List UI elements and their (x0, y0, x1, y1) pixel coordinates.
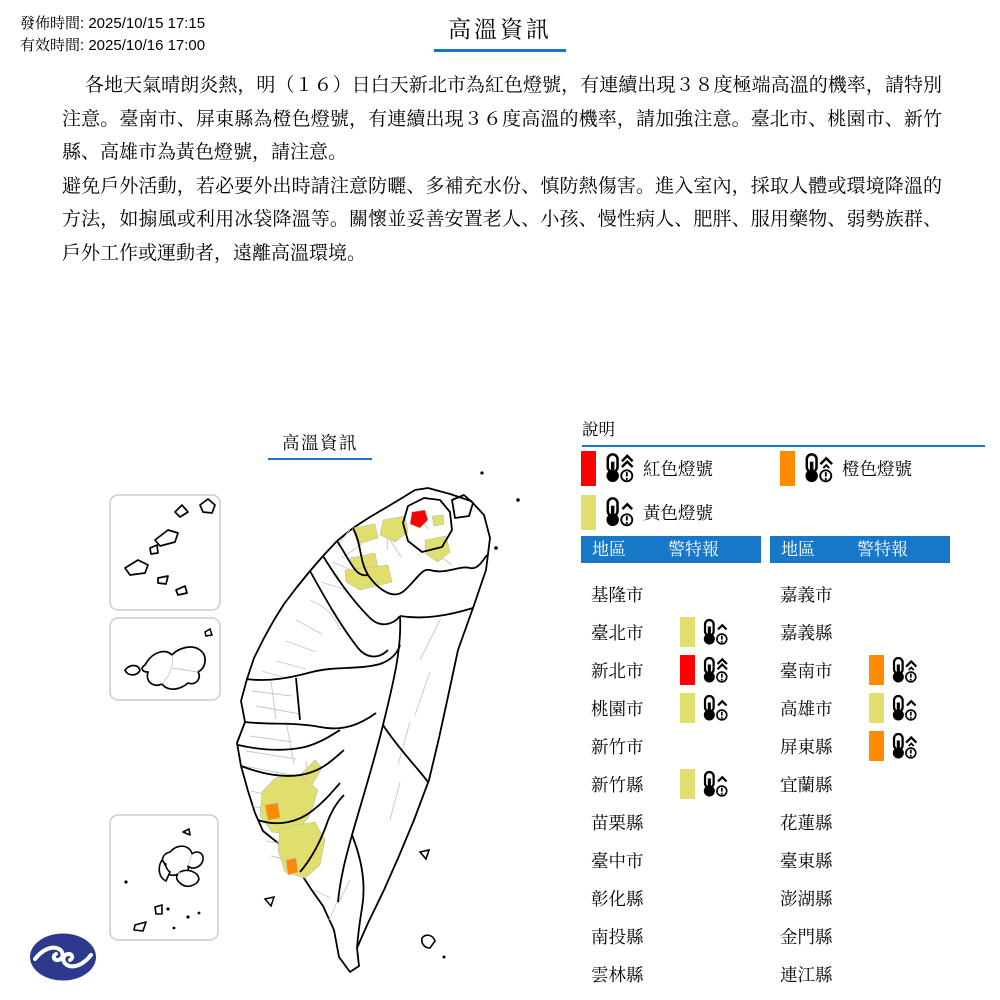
region-name: 基隆市 (591, 584, 644, 605)
region-name: 連江縣 (780, 964, 833, 985)
region-name: 新竹縣 (591, 774, 644, 795)
table-row (581, 689, 766, 727)
bulletin-paragraph-2: 避免戶外活動，若必要外出時請注意防曬、多補充水份、慎防熱傷害。進入室內，採取人體或環境降溫的方法，如搧風或利用冰袋降溫等。關懷並妥善安置老人、小孩、慢性病人、肥胖、服用藥物、弱勢族群、戶外工作或運動者，遠離高溫環境。 (62, 175, 942, 264)
table-row (581, 575, 766, 613)
table-row (770, 575, 955, 613)
legend-color-swatch (780, 451, 795, 486)
legend-item-label: 橙色燈號 (842, 458, 912, 479)
bulletin-text (62, 69, 942, 270)
warning-badge (680, 617, 730, 647)
thermometer-warning-icon (699, 656, 730, 685)
warning-badge (869, 731, 919, 761)
legend-item-label: 黃色燈號 (643, 502, 713, 523)
table-row (770, 651, 955, 689)
legend-item-label: 紅色燈號 (643, 458, 713, 479)
issued-time-value: 2025/10/15 17:15 (88, 15, 206, 32)
inset-matsu (110, 495, 220, 610)
table-row (770, 613, 955, 651)
region-name: 南投縣 (591, 926, 644, 947)
table-row (770, 689, 955, 727)
table-row (581, 841, 766, 879)
warning-color-swatch (680, 655, 695, 685)
table-row (770, 765, 955, 803)
table-row (581, 651, 766, 689)
bulletin-paragraph-1: 各地天氣晴朗炎熱，明（１６）日白天新北市為紅色燈號，有連續出現３８度極端高溫的機率，請特別注意。臺南市、屏東縣為橙色燈號，有連續出現３６度高溫的機率，請加強注意。臺北市、桃園市、新竹縣、高雄市為黃色燈號，請注意。 (62, 75, 942, 163)
region-column-header: 地區 (781, 540, 815, 559)
thermometer-warning-icon (888, 732, 919, 761)
taiwan-map (100, 420, 570, 1000)
map-title: 高溫資訊 (268, 430, 372, 460)
region-name: 高雄市 (780, 698, 833, 719)
region-name: 臺中市 (591, 850, 644, 871)
legend-item-yellow (581, 490, 780, 534)
page-title: 高溫資訊 (434, 11, 566, 52)
warning-column-header: 警特報 (857, 540, 908, 559)
thermometer-warning-icon (888, 656, 919, 685)
table-row (770, 879, 955, 917)
table-row (581, 765, 766, 803)
legend-title: 說明 (582, 416, 985, 447)
legend-color-swatch (581, 495, 596, 530)
region-name: 臺東縣 (780, 850, 833, 871)
legend-item-red (581, 446, 780, 490)
warning-badge (869, 655, 919, 685)
warning-badge (680, 769, 730, 799)
inset-penghu (110, 815, 218, 940)
warning-badge (680, 655, 730, 685)
thermometer-warning-icon (699, 618, 730, 647)
region-name: 臺北市 (591, 622, 644, 643)
table-row (581, 803, 766, 841)
legend (581, 446, 991, 534)
warning-color-swatch (869, 693, 884, 723)
warning-color-swatch (680, 617, 695, 647)
table-row (770, 955, 955, 993)
warning-color-swatch (680, 769, 695, 799)
region-name: 臺南市 (780, 660, 833, 681)
bulletin-meta (20, 13, 205, 57)
region-name: 彰化縣 (591, 888, 644, 909)
valid-time-row (20, 35, 205, 57)
legend-item-orange (780, 446, 979, 490)
region-name: 宜蘭縣 (780, 774, 833, 795)
thermometer-warning-icon (699, 694, 730, 723)
table-row (581, 613, 766, 651)
table-row (581, 917, 766, 955)
table-row (770, 917, 955, 955)
table-row (581, 955, 766, 993)
table-row (770, 803, 955, 841)
region-column-header: 地區 (592, 540, 626, 559)
region-name: 苗栗縣 (591, 812, 644, 833)
right-table-rows (770, 563, 955, 993)
left-table-rows (581, 563, 766, 993)
region-name: 嘉義市 (780, 584, 833, 605)
table-row (581, 727, 766, 765)
region-name: 新竹市 (591, 736, 644, 757)
region-name: 澎湖縣 (780, 888, 833, 909)
table-row (581, 879, 766, 917)
region-name: 嘉義縣 (780, 622, 833, 643)
warning-column-header: 警特報 (668, 540, 719, 559)
valid-time-label: 有效時間: (20, 37, 85, 54)
issued-time-row (20, 13, 205, 35)
legend-color-swatch (581, 451, 596, 486)
right-table-header (770, 536, 950, 563)
thermometer-warning-icon (601, 496, 636, 529)
region-name: 金門縣 (780, 926, 833, 947)
region-name: 屏東縣 (780, 736, 833, 757)
warning-color-swatch (680, 693, 695, 723)
warning-color-swatch (869, 731, 884, 761)
inset-kinmen (110, 618, 220, 700)
thermometer-warning-icon (800, 452, 835, 485)
region-name: 雲林縣 (591, 964, 644, 985)
thermometer-warning-icon (699, 770, 730, 799)
region-name: 新北市 (591, 660, 644, 681)
warning-color-swatch (869, 655, 884, 685)
left-table-header (581, 536, 761, 563)
warning-badge (869, 693, 919, 723)
thermometer-warning-icon (601, 452, 636, 485)
thermometer-warning-icon (888, 694, 919, 723)
table-row (770, 841, 955, 879)
valid-time-value: 2025/10/16 17:00 (88, 37, 206, 54)
warning-badge (680, 693, 730, 723)
table-row (770, 727, 955, 765)
region-name: 桃園市 (591, 698, 644, 719)
region-name: 花蓮縣 (780, 812, 833, 833)
cwa-logo (27, 931, 99, 983)
issued-time-label: 發佈時間: (20, 15, 85, 32)
